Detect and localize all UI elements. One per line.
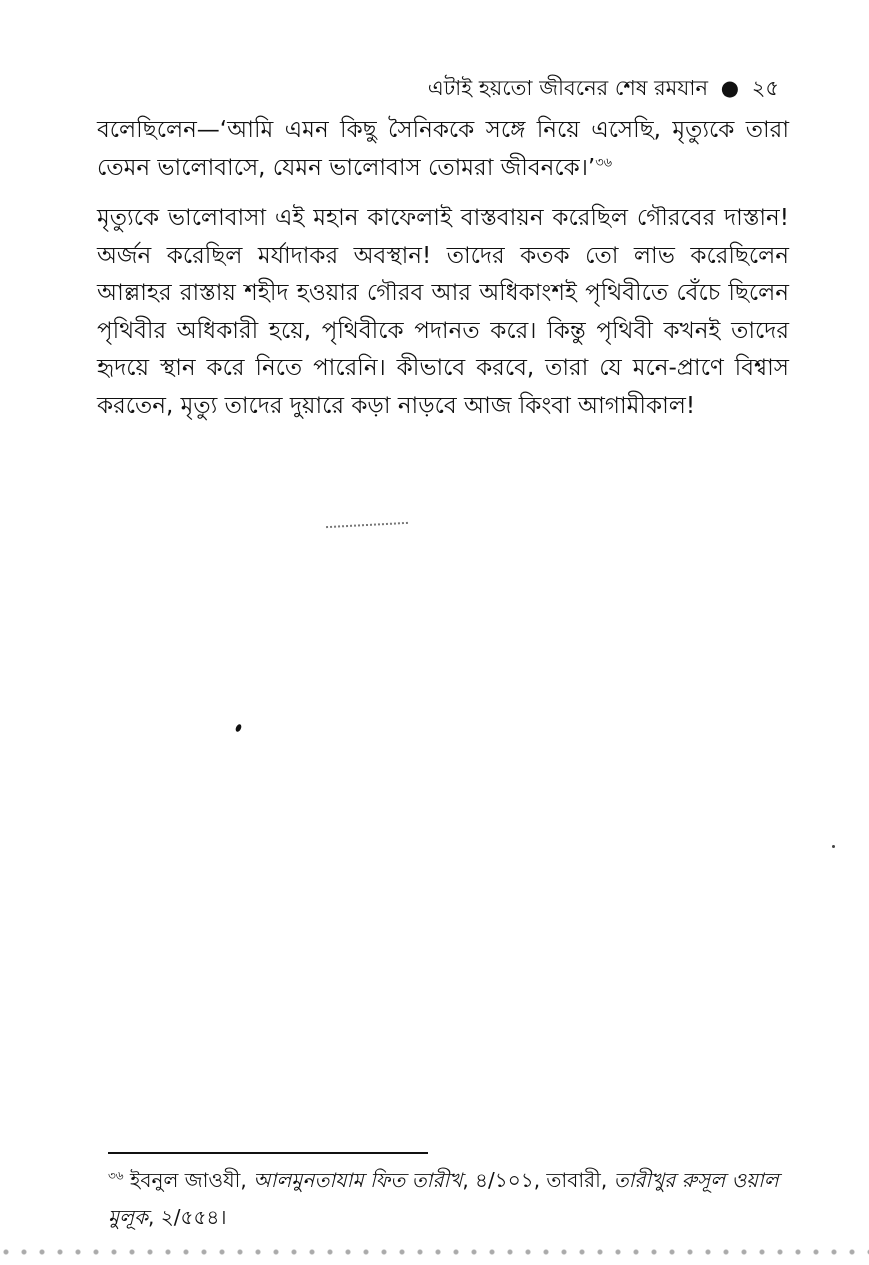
footnote-author: ইবনুল জাওযী, [129,1168,247,1192]
scan-artifact-speck [235,723,243,732]
footnote-reference-2: , ২/৫৫৪। [148,1205,227,1229]
decorative-bottom-border [0,1245,869,1259]
paragraph-2-text: মৃত্যুকে ভালোবাসা এই মহান কাফেলাই বাস্তবায়ন করেছিল গৌরবের দাস্তান! অর্জন করেছিল মর্যাদাকর অবস্থান! তাদের কতক তো লাভ করেছিলেন আল্লাহর রাস্তায় শহীদ হওয়ার গৌরব আর অধিকাংশই পৃথিবীতে বেঁচে ছিলেন পৃথিবীর অধিকারী হয়ে, পৃথিবীকে পদানত করে। কিন্তু পৃথিবী কখনই তাদের হৃদয়ে স্থান করে নিতে পারেনি। কীভাবে করবে, তারা যে মনে-প্রাণে বিশ্বাস করতেন, মৃত্যু তাদের দুয়ারে কড়া নাড়বে আজ কিংবা আগামীকাল! [97,205,789,419]
header-bullet: ● [720,76,740,100]
footnote-reference-1: , ৪/১০১, তাবারী, [462,1168,608,1192]
footnote-number: ৩৬ [108,1168,124,1183]
paragraph-1 [97,112,789,187]
page-number: ২৫ [751,76,779,100]
footnote-book-title-1: আলমুনতাযাম ফিত তারীখ [253,1168,463,1192]
paragraph-1-text: বলেছিলেন—‘আমি এমন কিছু সৈনিককে সঙ্গে নিয়ে এসেছি, মৃত্যুকে তারা তেমন ভালোবাসে, যেমন ভালোবাস তোমরা জীবনকে।’ [97,117,789,181]
footnote [108,1162,790,1236]
running-header [428,72,779,107]
footnote-book-title-2: তারীখুর রুসূল ওয়াল মুলূক [108,1168,779,1229]
scan-artifact-speck [832,845,835,848]
footnote-reference: ৩৬ [595,154,613,170]
paragraph-2 [97,200,789,426]
footnote-divider [108,1152,428,1154]
scan-artifact-dots [326,522,408,528]
running-title: এটাই হয়তো জীবনের শেষ রমযান [427,76,709,100]
